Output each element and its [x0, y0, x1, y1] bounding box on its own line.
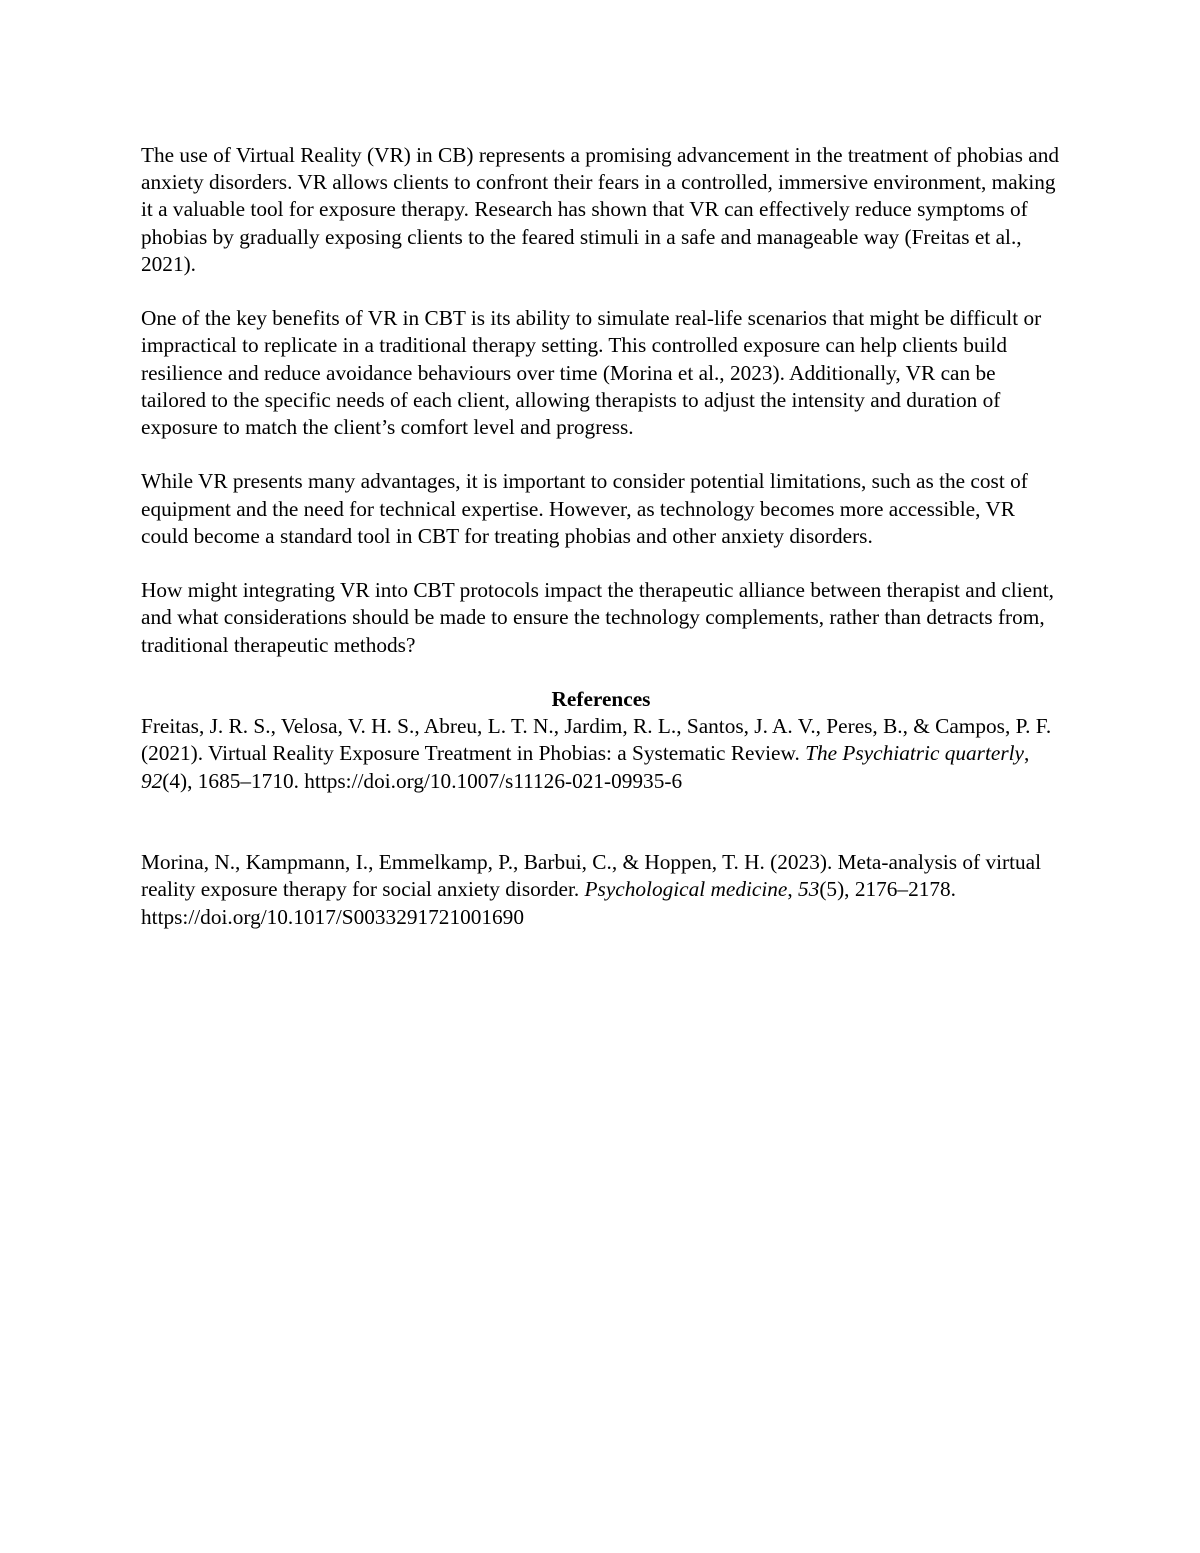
- reference-issue-pages: (4), 1685–1710.: [162, 768, 305, 793]
- reference-journal: The Psychiatric quarterly: [805, 741, 1025, 766]
- reference-journal: Psychological medicine: [584, 877, 788, 902]
- reference-authors-title: Freitas, J. R. S., Velosa, V. H. S., Abreu, L. T. N., Jardim, R. L., Santos, J. A. V., Peres, B., & Campos, P. F. (2021). Virtual Reality Exposure Treatment in Phobias: a Systematic Review.: [141, 714, 1052, 766]
- reference-doi-link[interactable]: https://doi.org/10.1017/S0033291721001690: [141, 904, 524, 929]
- reference-authors-title: Morina, N., Kampmann, I., Emmelkamp, P., Barbui, C., & Hoppen, T. H. (2023). Meta-analysis of virtual reality exposure therapy for social anxiety disorder.: [141, 850, 1042, 902]
- paragraph-1: The use of Virtual Reality (VR) in CB) represents a promising advancement in the treatment of phobias and anxiety disorders. VR allows clients to confront their fears in a controlled, immersive environment, making it a valuable tool for exposure therapy. Research has shown that VR can effectively reduce symptoms of phobias by gradually exposing clients to the feared stimuli in a safe and manageable way (Freitas et al., 2021).: [141, 143, 1059, 276]
- paragraph-4: How might integrating VR into CBT protocols impact the therapeutic alliance between therapist and client, and what considerations should be made to ensure the technology complements, rather than detracts from, traditional therapeutic methods?: [141, 578, 1054, 657]
- paragraph-3: While VR presents many advantages, it is important to consider potential limitations, such as the cost of equipment and the need for technical expertise. However, as technology becomes more accessible, VR could become a standard tool in CBT for treating phobias and other anxiety disorders.: [141, 469, 1028, 548]
- references-heading: References: [551, 687, 651, 711]
- reference-separator: ,: [787, 877, 799, 902]
- reference-doi-link[interactable]: https://doi.org/10.1007/s11126-021-09935-6: [304, 768, 683, 793]
- reference-issue-pages: (5), 2176–2178.: [819, 877, 956, 902]
- reference-volume: 92: [141, 768, 163, 793]
- reference-freitas: [141, 713, 1061, 795]
- paragraph-2: One of the key benefits of VR in CBT is its ability to simulate real-life scenarios that might be difficult or impractical to replicate in a traditional therapy setting. This controlled exposure can help clients build resilience and reduce avoidance behaviours over time (Morina et al., 2023). Additionally, VR can be tailored to the specific needs of each client, allowing therapists to adjust the intensity and duration of exposure to match the client’s comfort level and progress.: [141, 306, 1042, 440]
- document-page: [141, 142, 1061, 931]
- reference-morina: [141, 849, 1061, 931]
- reference-separator: ,: [1024, 741, 1030, 766]
- reference-volume: 53: [798, 877, 820, 902]
